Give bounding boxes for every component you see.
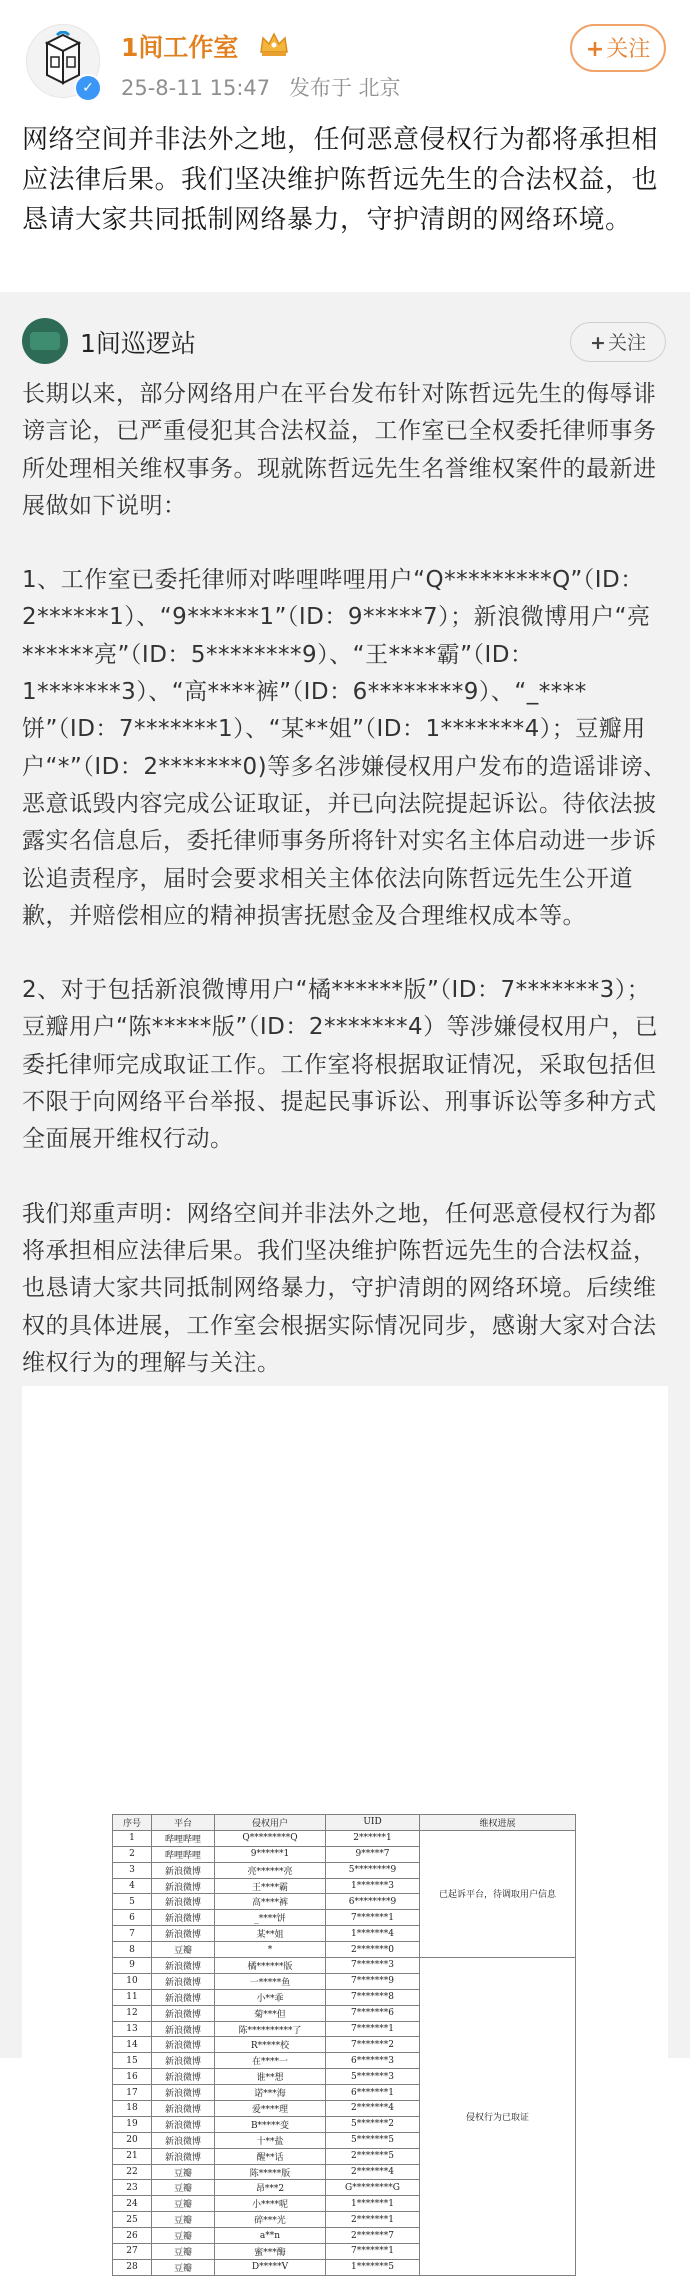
header-user: 侵权用户: [215, 1815, 326, 1831]
cell-index: 18: [113, 2101, 152, 2117]
header-progress: 维权进展: [420, 1815, 576, 1831]
cell-platform: 新浪微博: [152, 1910, 215, 1926]
cell-user: 某**姐: [215, 1926, 326, 1942]
cell-user: 陈**********了: [215, 2021, 326, 2037]
reposted-content[interactable]: [0, 292, 690, 2274]
cell-platform: 新浪微博: [152, 1894, 215, 1910]
cell-index: 8: [113, 1942, 152, 1958]
cell-index: 9: [113, 1958, 152, 1974]
cell-uid: 7*******1: [326, 2021, 420, 2037]
cell-index: 26: [113, 2228, 152, 2244]
header-platform: 平台: [152, 1815, 215, 1831]
cell-uid: 1*******5: [326, 2259, 420, 2275]
post-header: [0, 0, 690, 112]
cell-user: Q*********Q: [215, 1830, 326, 1846]
repost-paragraph-1: 1、工作室已委托律师对哔哩哔哩用户“Q*********Q”（ID：2******1）、“9******1”（ID：9*****7）；新浪微博用户“亮******亮”（ID：5********9）、“王****霸”（ID：1*******3）、“高****裤”（ID：6********9）、“_****饼”（ID：7*******1）、“某**姐”（ID：1*******4）；豆瓣用户“*”（ID：2*******0)等多名涉嫌侵权用户发布的造谣诽谤、恶意诋毁内容完成公证取证，并已向法院提起诉讼。待依法披露实名信息后，委托律师事务所将针对实名主体启动进一步诉讼追责程序，届时会要求相关主体依法向陈哲远先生公开道歉，并赔偿相应的精神损害抚慰金及合理维权成本等。: [22, 567, 667, 929]
cell-index: 11: [113, 1989, 152, 2005]
table-body: [113, 1830, 576, 2275]
cell-index: 25: [113, 2212, 152, 2228]
cell-user: *: [215, 1942, 326, 1958]
cell-user: 在****一: [215, 2053, 326, 2069]
cell-uid: 5*******3: [326, 2069, 420, 2085]
cell-index: 20: [113, 2132, 152, 2148]
cell-user: 碎***光: [215, 2212, 326, 2228]
cell-platform: 新浪微博: [152, 2148, 215, 2164]
cell-platform: 新浪微博: [152, 2101, 215, 2117]
repost-paragraph-intro: 长期以来，部分网络用户在平台发布针对陈哲远先生的侮辱诽谤言论，已严重侵犯其合法权益，工作室已全权委托律师事务所处理相关维权事务。现就陈哲远先生名誉维权案件的最新进展做如下说明：: [22, 381, 657, 519]
cell-uid: 7*******9: [326, 1973, 420, 1989]
cell-index: 14: [113, 2037, 152, 2053]
cell-uid: 2*******0: [326, 1942, 420, 1958]
cell-index: 27: [113, 2244, 152, 2260]
cell-platform: 新浪微博: [152, 2021, 215, 2037]
cell-user: 谁**想: [215, 2069, 326, 2085]
cell-uid: 1*******4: [326, 1926, 420, 1942]
cell-index: 7: [113, 1926, 152, 1942]
cell-index: 5: [113, 1894, 152, 1910]
cell-index: 15: [113, 2053, 152, 2069]
cell-index: 1: [113, 1830, 152, 1846]
cell-uid: 2*******5: [326, 2148, 420, 2164]
cell-user: 十**盐: [215, 2132, 326, 2148]
cell-user: R*****校: [215, 2037, 326, 2053]
table-row: [113, 1958, 576, 1974]
repost-paragraph-2: 2、对于包括新浪微博用户“橘******版”（ID：7*******3）；豆瓣用户“陈*****版”（ID：2*******4）等涉嫌侵权用户，已委托律师完成取证工作。工作室将根据取证情况，采取包括但不限于向网络平台举报、提起民事诉讼、刑事诉讼等多种方式全面展开维权行动。: [22, 977, 659, 1153]
cell-uid: 7*******2: [326, 2037, 420, 2053]
cell-platform: 新浪微博: [152, 2069, 215, 2085]
cell-index: 24: [113, 2196, 152, 2212]
repost-author-name[interactable]: 1间巡逻站: [80, 329, 196, 358]
cell-user: 昂***2: [215, 2180, 326, 2196]
cell-index: 28: [113, 2259, 152, 2275]
cell-platform: 新浪微博: [152, 1989, 215, 2005]
cell-platform: 哔哩哔哩: [152, 1846, 215, 1862]
cell-user: B*****变: [215, 2116, 326, 2132]
cell-uid: 2*******1: [326, 2212, 420, 2228]
cell-uid: 7*******6: [326, 2005, 420, 2021]
cell-uid: 5*******5: [326, 2132, 420, 2148]
repost-follow-label: 关注: [607, 332, 646, 354]
cell-user: 诺***海: [215, 2085, 326, 2101]
post-author-name[interactable]: 1间工作室: [121, 33, 239, 62]
cell-user: 9******1: [215, 1846, 326, 1862]
attached-image[interactable]: [22, 1386, 668, 2274]
cell-uid: 1*******3: [326, 1878, 420, 1894]
cell-uid: 6********9: [326, 1894, 420, 1910]
cell-uid: 2******1: [326, 1830, 420, 1846]
follow-label: 关注: [606, 37, 651, 62]
cell-platform: 豆瓣: [152, 2196, 215, 2212]
cell-user: _****饼: [215, 1910, 326, 1926]
cell-uid: 6*******1: [326, 2085, 420, 2101]
cell-uid: 5********9: [326, 1862, 420, 1878]
cell-platform: 豆瓣: [152, 2244, 215, 2260]
paragraph-gap: [22, 935, 670, 972]
cell-index: 3: [113, 1862, 152, 1878]
header-index: 序号: [113, 1815, 152, 1831]
post-meta: [121, 72, 401, 102]
cell-uid: 7*******3: [326, 1958, 420, 1974]
cell-user: 橘******版: [215, 1958, 326, 1974]
cell-user: 亮******亮: [215, 1862, 326, 1878]
cell-uid: 1*******1: [326, 2196, 420, 2212]
cell-user: 菊***但: [215, 2005, 326, 2021]
paragraph-gap: [22, 1159, 670, 1196]
cell-platform: 新浪微博: [152, 2053, 215, 2069]
cell-user: 高****裤: [215, 1894, 326, 1910]
cell-uid: 5*******2: [326, 2116, 420, 2132]
cell-user: 陈*****版: [215, 2164, 326, 2180]
crown-icon: [258, 30, 290, 58]
cell-uid: 7*******8: [326, 1989, 420, 2005]
cell-user: 醒**话: [215, 2148, 326, 2164]
cell-platform: 豆瓣: [152, 2212, 215, 2228]
cell-user: D*****V: [215, 2259, 326, 2275]
plus-icon: +: [585, 37, 605, 62]
cell-index: 10: [113, 1973, 152, 1989]
cell-platform: 新浪微博: [152, 2085, 215, 2101]
cell-platform: 新浪微博: [152, 1862, 215, 1878]
cell-platform: 哔哩哔哩: [152, 1830, 215, 1846]
cell-index: 2: [113, 1846, 152, 1862]
follow-button[interactable]: [570, 24, 666, 72]
cell-index: 23: [113, 2180, 152, 2196]
plus-icon: +: [590, 332, 606, 354]
cell-index: 22: [113, 2164, 152, 2180]
cell-user: 爱****理: [215, 2101, 326, 2117]
cell-index: 6: [113, 1910, 152, 1926]
cell-user: 小**乖: [215, 1989, 326, 2005]
cell-uid: 2*******7: [326, 2228, 420, 2244]
cell-user: 蜜***酶: [215, 2244, 326, 2260]
repost-paragraph-statement: 我们郑重声明：网络空间并非法外之地，任何恶意侵权行为都将承担相应法律后果。我们坚决维护陈哲远先生的合法权益，也恳请大家共同抵制网络暴力，守护清朗的网络环境。后续维权的具体进展，工作室会根据实际情况同步，感谢大家对合法维权行为的理解与关注。: [22, 1200, 657, 1376]
cell-index: 16: [113, 2069, 152, 2085]
cell-platform: 新浪微博: [152, 2005, 215, 2021]
cell-platform: 新浪微博: [152, 1973, 215, 1989]
cell-platform: 新浪微博: [152, 1958, 215, 1974]
cell-uid: 6*******3: [326, 2053, 420, 2069]
post-body-text: 网络空间并非法外之地，任何恶意侵权行为都将承担相应法律后果。我们坚决维护陈哲远先生的合法权益，也恳请大家共同抵制网络暴力，守护清朗的网络环境。: [22, 125, 659, 235]
cell-platform: 新浪微博: [152, 1926, 215, 1942]
cell-platform: 新浪微博: [152, 2132, 215, 2148]
repost-author-avatar[interactable]: [22, 318, 68, 364]
cell-user: 一*****鱼: [215, 1973, 326, 1989]
post-location: 发布于 北京: [288, 76, 401, 100]
table-row: [113, 1830, 576, 1846]
header-uid: UID: [326, 1815, 420, 1831]
cell-uid: G*********G: [326, 2180, 420, 2196]
cell-uid: 7*******1: [326, 1910, 420, 1926]
cell-platform: 豆瓣: [152, 2259, 215, 2275]
cell-platform: 豆瓣: [152, 2228, 215, 2244]
cell-platform: 豆瓣: [152, 1942, 215, 1958]
cell-index: 13: [113, 2021, 152, 2037]
cell-uid: 7*******1: [326, 2244, 420, 2260]
verified-badge-icon: ✓: [74, 74, 102, 102]
cell-uid: 2*******4: [326, 2164, 420, 2180]
cell-platform: 新浪微博: [152, 2116, 215, 2132]
cell-index: 17: [113, 2085, 152, 2101]
repost-body: [22, 376, 670, 1382]
cell-platform: 豆瓣: [152, 2180, 215, 2196]
cell-platform: 新浪微博: [152, 1878, 215, 1894]
cell-platform: 豆瓣: [152, 2164, 215, 2180]
post-date: 25-8-11 15:47: [121, 76, 271, 100]
cell-uid: 9*****7: [326, 1846, 420, 1862]
table-header-row: [113, 1815, 576, 1831]
cell-progress-evidence: 侵权行为已取证: [420, 1958, 576, 2276]
paragraph-gap: [22, 525, 670, 562]
cell-progress-sued: 已起诉平台，待调取用户信息: [420, 1830, 576, 1957]
cell-user: 王****霸: [215, 1878, 326, 1894]
cell-index: 12: [113, 2005, 152, 2021]
repost-follow-button[interactable]: [570, 322, 666, 362]
cell-user: 小****呢: [215, 2196, 326, 2212]
repost-avatar-image: [30, 332, 60, 350]
infringement-table: [112, 1814, 576, 2276]
cell-platform: 新浪微博: [152, 2037, 215, 2053]
cell-user: a**n: [215, 2228, 326, 2244]
cell-uid: 2*******4: [326, 2101, 420, 2117]
cell-index: 19: [113, 2116, 152, 2132]
cell-index: 21: [113, 2148, 152, 2164]
cell-index: 4: [113, 1878, 152, 1894]
